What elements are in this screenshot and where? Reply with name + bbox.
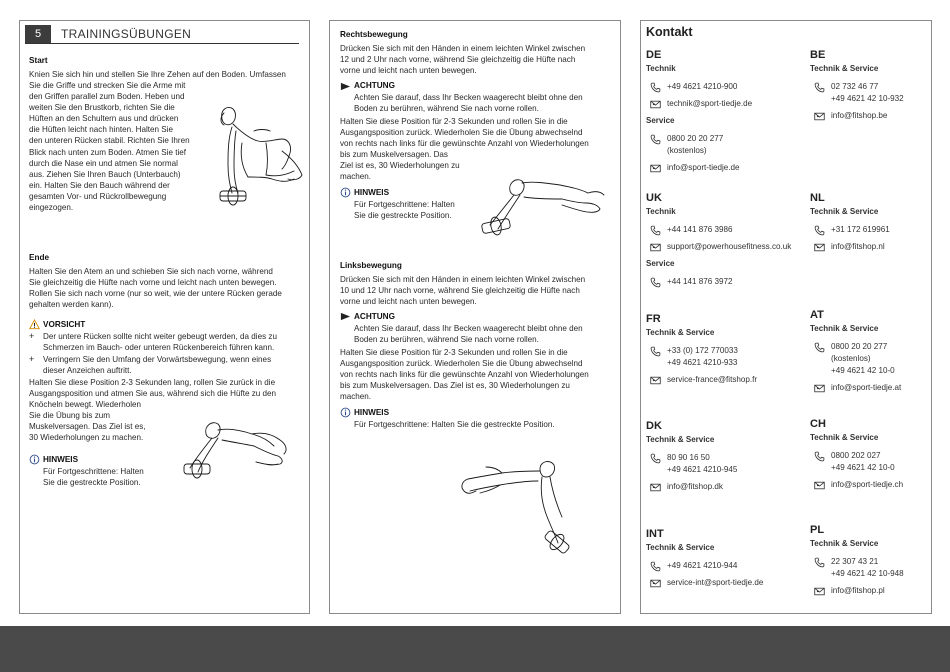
contact-line: +49 4621 4210-933 (667, 358, 738, 367)
phone-number (667, 345, 738, 369)
contact-line: info@fitshop.nl (831, 242, 885, 251)
rollout-illustration-1 (160, 406, 292, 484)
contact-line: +49 4621 42 10-0 (831, 463, 895, 472)
text-line: Verringern Sie den Umfang der Vorwärtsbewegung, wenn eines (43, 355, 272, 364)
bottom-bar (0, 626, 950, 672)
text-line: Ausgangsposition zurück. Wiederholen Sie die Übung abwechselnd (340, 128, 583, 138)
text-line: Achten Sie darauf, dass Ihr Becken waagerecht bleibt ohne den (354, 324, 583, 333)
text-line: Ziel ist es, 30 Wiederholungen zu (340, 161, 460, 171)
mail-icon (814, 111, 825, 122)
contact-line: 0800 20 20 277 (831, 342, 888, 351)
contact-group-label: Technik & Service (810, 207, 879, 216)
text-line: Halten Sie diese Position für 2-3 Sekunden und rollen Sie in die (340, 348, 568, 357)
text-line: vorne und leicht nach unten bewegen. (340, 66, 477, 76)
text-line: machen. (340, 172, 372, 182)
hint-heading-1: HINWEIS (354, 188, 390, 197)
contact-line: info@fitshop.dk (667, 482, 723, 491)
info-icon (29, 454, 40, 465)
phone-icon (650, 82, 661, 93)
text-line: eingezogen. (29, 203, 74, 213)
left-movement-text (340, 274, 616, 307)
contact-line: +49 4621 42 10-0 (831, 366, 895, 375)
email-address[interactable] (667, 481, 723, 493)
contact-group-label: Technik & Service (810, 64, 879, 73)
contact-line: 02 732 46 77 (831, 82, 879, 91)
email-address[interactable] (831, 110, 887, 122)
phone-icon (814, 82, 825, 93)
contact-line: service-france@fitshop.fr (667, 375, 758, 384)
country-code: DK (646, 420, 662, 432)
start-heading: Start (29, 56, 48, 65)
country-code: AT (810, 309, 824, 321)
contact-line: info@sport-tiedje.at (831, 383, 902, 392)
text-line: Drücken Sie sich mit den Händen in einem leichten Winkel zwischen (340, 275, 586, 284)
text-line: Ausgangsposition zurück. Wiederholen Sie die Übung abwechselnd (340, 359, 583, 369)
text-line: Der untere Rücken sollte nicht weiter gebeugt werden, da dies zu (43, 332, 277, 341)
phone-number (831, 341, 895, 377)
text-line: Sie die gestreckte Position. (43, 478, 141, 488)
mail-icon (650, 482, 661, 493)
text-line: bis zum Muskelversagen. Das Ziel ist es, 30 Wiederholungen zu (340, 381, 570, 391)
start-text-full (29, 69, 301, 80)
contact-line: +49 4621 4210-944 (667, 561, 738, 570)
text-line: Schmerzen im Bauch- oder unteren Rückenbereich führen kann. (43, 343, 275, 353)
mail-icon (650, 242, 661, 253)
mail-icon (650, 163, 661, 174)
phone-icon (814, 342, 825, 353)
attention-text-2 (354, 323, 612, 345)
rollout-right-illustration (470, 161, 610, 241)
contact-group-label: Technik (646, 207, 676, 216)
text-line: die Hüften leicht nach hinten. Halten Sie (29, 125, 173, 135)
phone-icon (650, 561, 661, 572)
country-code: PL (810, 524, 825, 536)
text-line: 10 und 12 Uhr nach vorne, während Sie gleichzeitig die Hüfte nach (340, 286, 580, 296)
end-heading: Ende (29, 253, 50, 262)
plus-bullet: + (29, 354, 35, 364)
phone-number (667, 276, 733, 288)
contact-line: +49 4621 42 10-932 (831, 94, 904, 103)
caution-heading: VORSICHT (43, 320, 86, 329)
text-line: vorne und leicht nach unten bewegen. (340, 297, 477, 307)
mail-icon (814, 480, 825, 491)
text-line: dieser Anzeichen auftritt. (43, 366, 132, 376)
text-line: Halten Sie den Atem an und schieben Sie sich nach vorne, während (29, 267, 273, 276)
text-line: aus. Ziehen Sie Ihren Bauch (Unterbauch) (29, 169, 181, 179)
contact-line: support@powerhousefitness.co.uk (667, 242, 792, 251)
text-line: durch die Nase ein und atmen Sie normal (29, 158, 178, 168)
right-movement-text (340, 43, 616, 76)
start-text-narrow (29, 80, 209, 213)
phone-icon (650, 277, 661, 288)
hint-heading: HINWEIS (43, 455, 79, 464)
attention-heading-1: ACHTUNG (354, 81, 395, 90)
info-icon (340, 187, 351, 198)
phone-number (667, 560, 737, 572)
country-code: DE (646, 49, 662, 61)
contact-line: +44 141 876 3972 (667, 277, 733, 286)
attention-text-1 (354, 92, 612, 114)
country-code: UK (646, 192, 662, 204)
section-number: 5 (25, 25, 51, 43)
country-code: NL (810, 192, 825, 204)
country-code: INT (646, 528, 664, 540)
contact-group-label: Technik & Service (646, 328, 715, 337)
text-line: Boden zu berühren, während Sie nach vorne rollen. (354, 335, 539, 345)
left-movement-heading: Linksbewegung (340, 261, 402, 270)
phone-number (831, 224, 890, 236)
training-column-2 (329, 20, 621, 614)
phone-number (667, 224, 733, 236)
phone-icon (650, 134, 661, 145)
phone-icon (814, 451, 825, 462)
contact-group-label: Technik (646, 64, 676, 73)
contact-line: info@sport-tiedje.de (667, 163, 740, 172)
text-line: Halten Sie diese Position 2-3 Sekunden lang, rollen Sie zurück in die (29, 378, 276, 387)
contact-group-label: Technik & Service (646, 435, 715, 444)
phone-icon (814, 225, 825, 236)
warning-icon (29, 319, 40, 330)
text-line: 12 und 2 Uhr nach vorne, während Sie gleichzeitig die Hüfte nach (340, 55, 576, 65)
contact-group-label: Service (646, 259, 675, 268)
text-line: machen. (340, 392, 372, 402)
caution-item-2 (29, 354, 301, 376)
email-address[interactable] (667, 577, 763, 589)
contact-group-label: Technik & Service (810, 433, 879, 442)
text-line: 30 Wiederholungen zu machen. (29, 433, 144, 443)
contact-line: (kostenlos) (831, 354, 871, 363)
hint-text-1 (354, 199, 470, 221)
text-line: von rechts nach links für die gewünschte Anzahl von Wiederholungen (340, 139, 589, 149)
left-hold-text (340, 347, 616, 402)
country-code: BE (810, 49, 826, 61)
contact-group-label: Technik & Service (810, 539, 879, 548)
text-line: Sie die Griffe und strecken Sie die Arme mit (29, 81, 186, 90)
country-code: CH (810, 418, 826, 430)
contact-line: 0800 20 20 277 (667, 134, 724, 143)
phone-number (831, 81, 904, 105)
email-address[interactable] (667, 98, 752, 110)
plus-bullet: + (29, 331, 35, 341)
mail-icon (650, 99, 661, 110)
email-address[interactable] (831, 382, 901, 394)
text-line: Knöcheln bewegt. Wiederholen (29, 400, 142, 410)
text-line: Sie die Übung bis zum (29, 411, 110, 421)
contact-line: technik@sport-tiedje.de (667, 99, 753, 108)
text-line: Drücken Sie sich mit den Händen in einem leichten Winkel zwischen (340, 44, 586, 53)
email-address[interactable] (667, 374, 757, 386)
info-icon (340, 407, 351, 418)
phone-number (831, 556, 904, 580)
rollout-left-illustration (458, 457, 570, 557)
email-address[interactable] (831, 479, 903, 491)
contact-line: +31 172 619961 (831, 225, 890, 234)
contact-line: service-int@sport-tiedje.de (667, 578, 764, 587)
contact-line: info@sport-tiedje.ch (831, 480, 904, 489)
phone-number (667, 81, 737, 93)
country-code: FR (646, 313, 661, 325)
arrow-icon (340, 311, 351, 322)
email-address[interactable] (831, 585, 885, 597)
contact-group-label: Technik & Service (810, 324, 879, 333)
text-line: Rollen Sie sich nach vorne (nur so weit, wie der untere Rücken gerade (29, 289, 282, 299)
email-address[interactable] (667, 162, 740, 174)
contact-title: Kontakt (646, 25, 693, 39)
phone-icon (650, 346, 661, 357)
phone-icon (650, 453, 661, 464)
caution-item-1 (29, 331, 301, 353)
end-text (29, 266, 305, 310)
contact-line: info@fitshop.pl (831, 586, 885, 595)
kneeling-start-illustration (206, 99, 306, 211)
mail-icon (814, 242, 825, 253)
contact-line: +49 4621 42 10-948 (831, 569, 904, 578)
contact-column (640, 20, 932, 614)
text-line: bis zum Muskelversagen. Das (340, 150, 448, 160)
mail-icon (650, 375, 661, 386)
text-line: Achten Sie darauf, dass Ihr Becken waagerecht bleibt ohne den (354, 93, 583, 102)
text-line: den unteren Rücken stabil. Richten Sie Ihren (29, 136, 190, 146)
text-line: von rechts nach links für die gewünschte Anzahl von Wiederholungen (340, 370, 589, 380)
mail-icon (650, 578, 661, 589)
phone-number (667, 452, 737, 476)
text-line: Für Fortgeschrittene: Halten (43, 467, 144, 476)
phone-icon (814, 557, 825, 568)
contact-line: +49 4621 4210-945 (667, 465, 738, 474)
text-line: Sie gleichzeitig die Hüfte nach vorne und leicht nach unten bewegen. (29, 278, 277, 288)
contact-line: +49 4621 4210-900 (667, 82, 738, 91)
mail-icon (814, 586, 825, 597)
right-movement-heading: Rechtsbewegung (340, 30, 408, 39)
section-header (25, 25, 299, 44)
text-line: Blick nach unten zum Boden. Atmen Sie tief (29, 147, 187, 157)
text-line: Knien Sie sich hin und stellen Sie Ihre Zehen auf den Boden. Umfassen (29, 70, 286, 79)
text-line: Halten Sie diese Position für 2-3 Sekunden und rollen Sie in die (340, 117, 568, 126)
contact-line: (kostenlos) (667, 146, 707, 155)
arrow-icon (340, 81, 351, 92)
text-line: gehalten werden kann). (29, 300, 114, 310)
text-line: Hüften an den Schultern aus und drücken (29, 114, 179, 124)
mail-icon (814, 383, 825, 394)
text-line: Muskelversagen. Das Ziel ist es, (29, 422, 146, 432)
text-line: den Griffen parallel zum Boden. Heben und (29, 92, 185, 102)
text-line: Boden zu berühren, während Sie nach vorne rollen. (354, 104, 539, 114)
section-title: TRAININGSÜBUNGEN (61, 27, 192, 41)
hint-text-2 (354, 419, 614, 430)
training-column-1 (19, 20, 310, 614)
phone-number (831, 450, 895, 474)
text-line: ein. Halten Sie den Bauch während der (29, 180, 170, 190)
text-line: weiten Sie den Brustkorb, richten Sie die (29, 103, 175, 113)
attention-heading-2: ACHTUNG (354, 312, 395, 321)
contact-group-label: Technik & Service (646, 543, 715, 552)
text-line: gesamten Vor- und Rückrollbewegung (29, 191, 167, 201)
text-line: Sie die gestreckte Position. (354, 211, 452, 221)
contact-line: 0800 202 027 (831, 451, 881, 460)
email-address[interactable] (831, 241, 885, 253)
text-line: Ausgangsposition und atmen Sie aus, während sich die Hüfte zu den (29, 389, 277, 399)
contact-group-label: Service (646, 116, 675, 125)
hint-heading-2: HINWEIS (354, 408, 390, 417)
phone-number (667, 133, 723, 157)
contact-line: 22 307 43 21 (831, 557, 879, 566)
text-line: Für Fortgeschrittene: Halten Sie die gestreckte Position. (354, 420, 555, 429)
phone-icon (650, 225, 661, 236)
contact-line: +33 (0) 172 770033 (667, 346, 738, 355)
contact-line: info@fitshop.be (831, 111, 888, 120)
contact-line: +44 141 876 3986 (667, 225, 733, 234)
hint-text (43, 466, 153, 488)
email-address[interactable] (667, 241, 791, 253)
contact-line: 80 90 16 50 (667, 453, 710, 462)
text-line: Für Fortgeschrittene: Halten (354, 200, 455, 209)
